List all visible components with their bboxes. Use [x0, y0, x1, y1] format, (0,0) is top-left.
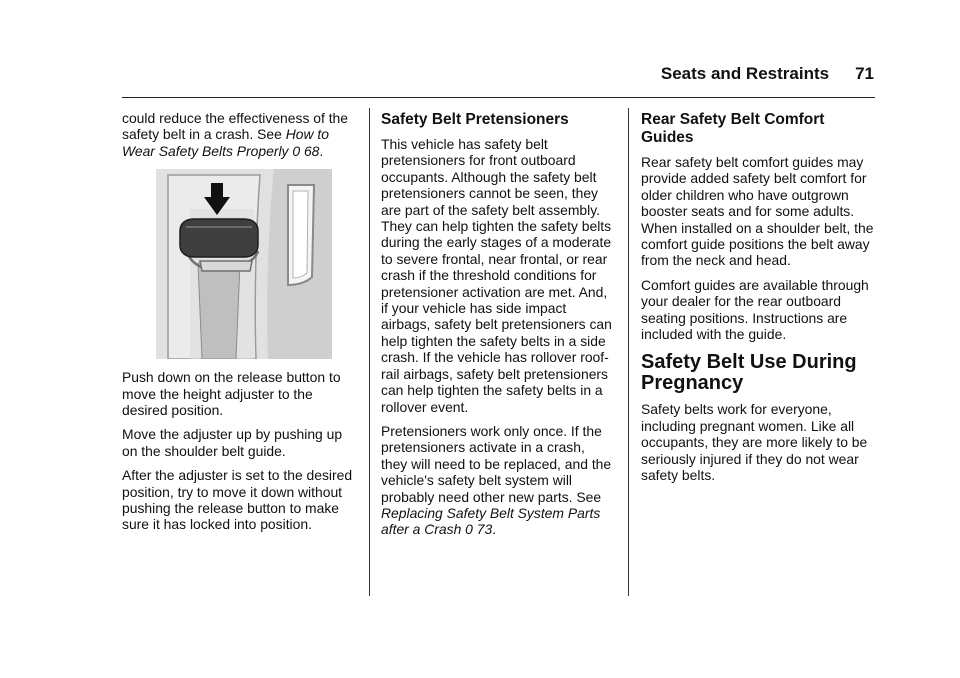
height-adjuster-figure [156, 169, 332, 359]
paragraph-text: . [319, 142, 324, 159]
page-number: 71 [855, 64, 874, 83]
cross-reference-link[interactable]: Replacing Safety Belt System Parts after a Crash [381, 504, 601, 538]
column-2 [381, 111, 614, 546]
paragraph-text: Pretensioners work only once. If the pretensioners activate in a crash, they will need to be replaced, and the vehicle's safety belt system will probably need other new parts. See [381, 422, 612, 505]
page-reference: 0 68 [292, 142, 320, 159]
paragraph: After the adjuster is set to the desired position, try to move it down without pushing the release button to make sure it has locked into position. [122, 467, 353, 533]
paragraph: Comfort guides are available through your dealer for the rear outboard seating positions. Instructions are included with the guide. [641, 276, 869, 343]
section-heading: Safety Belt Pretensioners [381, 111, 569, 128]
paragraph: Move the adjuster up by pushing up on the shoulder belt guide. [122, 426, 343, 459]
paragraph: Rear safety belt comfort guides may provide added safety belt comfort for older children who have outgrown booster seats and for some adults. When installed on a shoulder belt, the comfort guide positions the belt away from the neck and head. [641, 154, 874, 269]
section-title: Seats and Restraints [660, 64, 830, 83]
header-divider [122, 97, 875, 98]
paragraph-text: could reduce the effectiveness of the safety belt in a crash. See [122, 110, 349, 143]
paragraph [122, 110, 358, 159]
column-1 [122, 110, 358, 541]
paragraph: Safety belts work for everyone, including pregnant women. Like all occupants, they are more likely to be seriously injured if they do not wear safety belts. [641, 401, 868, 484]
paragraph: This vehicle has safety belt pretensioners for front outboard occupants. Although the safety belt pretensioners cannot be seen, they are part of the safety belt assembly. They can help tighten the safety belts during the early stages of a moderate to severe frontal, near frontal, or rear crash if the threshold conditions for pretensioner activation are met. And, if your vehicle has side impact airbags, safety belt pretensioners can help tighten the safety belts in a side crash. If the vehicle has rollover roof-rail airbags, safety belt pretensioners can help tighten the safety belts in a rollover event. [381, 136, 612, 415]
column-divider [628, 108, 629, 596]
column-divider [369, 108, 370, 596]
page-header [0, 64, 874, 84]
major-heading: Safety Belt Use During Pregnancy [641, 351, 857, 395]
paragraph [381, 423, 614, 538]
page-reference: 0 73 [465, 521, 493, 538]
section-heading: Rear Safety Belt Comfort Guides [641, 111, 825, 146]
column-3 [641, 111, 877, 492]
paragraph-text: . [492, 521, 497, 538]
height-adjuster-illustration [156, 169, 332, 359]
paragraph: Push down on the release button to move the height adjuster to the desired position. [122, 369, 341, 419]
cross-reference-link[interactable]: How to Wear Safety Belts Properly [122, 126, 329, 159]
